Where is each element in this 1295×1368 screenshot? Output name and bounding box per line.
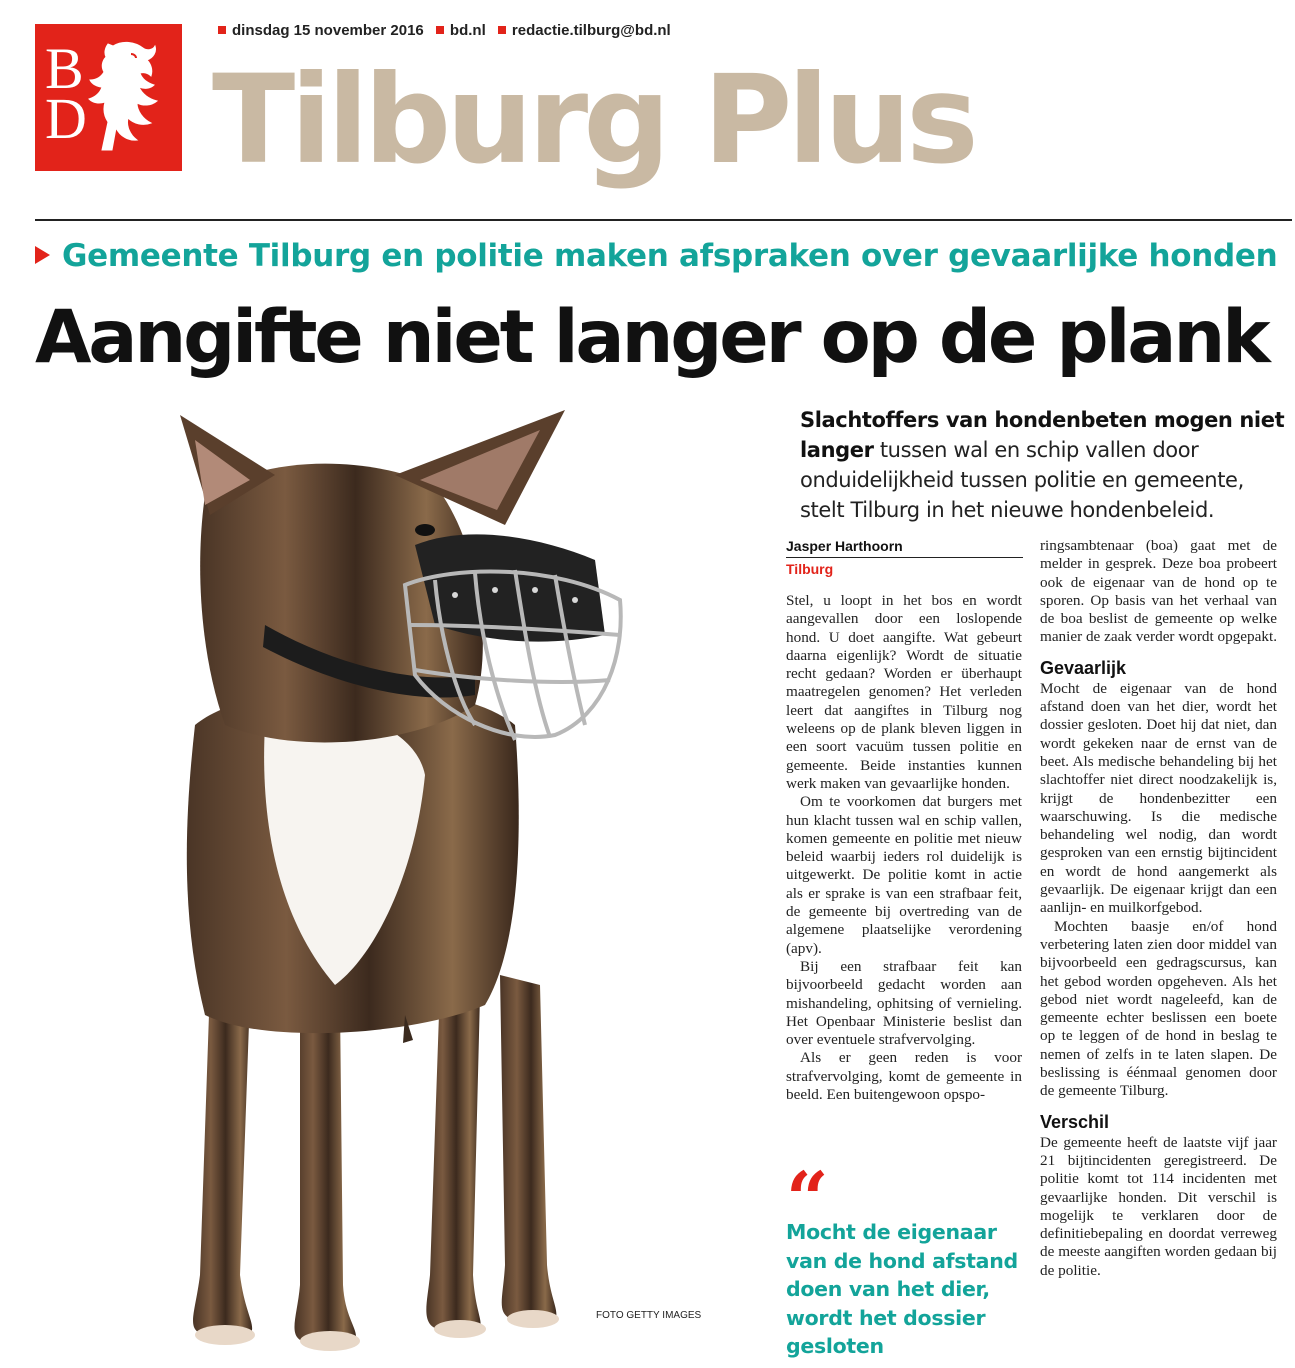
intro-rest: tussen wal en schip vallen door onduidelijkheid tussen politie en gemeente, stelt Tilburg in het nieuwe hondenbeleid.: [800, 438, 1244, 522]
paragraph: Mochten baasje en/of hond verbetering laten zien door middel van bijvoorbeeld een gedragscursus, kan het gebod worden opgeheven. Als het gebod niet wordt nageleefd, kan de gemeente echter beslissen een boete op te leggen of de hond in beslag te nemen of zelfs in te laten slapen. De beslissing is éénmaal genomen door de gemeente Tilburg.: [1040, 917, 1277, 1100]
dateline: [218, 22, 679, 39]
paragraph: Bij een strafbaar feit kan bijvoorbeeld gedacht worden aan mishandeling, ophitsing of vernieling. Het Openbaar Ministerie beslist dan over eventuele strafvervolging.: [786, 957, 1022, 1049]
logo-letter-d: D: [45, 86, 87, 151]
photo-credit: FOTO GETTY IMAGES: [596, 1310, 702, 1321]
byline-divider: [786, 557, 1023, 558]
article-column-1: [786, 592, 1022, 1162]
bullet-square-icon: [218, 26, 226, 34]
logo-letter-b: B: [45, 36, 84, 101]
pull-quote: [786, 1157, 1026, 1361]
subheading-verschil: Verschil: [1040, 1111, 1110, 1132]
kicker-text: Gemeente Tilburg en politie maken afspraken over gevaarlijke honden: [62, 238, 1278, 274]
section-masthead: Tilburg Plus: [212, 49, 974, 191]
bd-logo[interactable]: [35, 24, 182, 171]
muzzled-dog-photo: [35, 395, 740, 1365]
paragraph: ringsambtenaar (boa) gaat met de melder in gesprek. Deze boa probeert ook de eigenaar van de hond op te sporen. Op basis van het verhaal van de boa beslist de gemeente op welke manier de zaak verder wordt opgepakt.: [1040, 537, 1277, 646]
quote-text: Mocht de eigenaar van de hond afstand doen van het dier, wordt het dossier gesloten: [786, 1220, 1018, 1358]
paragraph: De gemeente heeft de laatste vijf jaar 21 bijtincidenten geregistreerd. De politie komt tot 114 incidenten met gevaarlijke honden. Dit verschil is mogelijk te verklaren door de definitiebepaling en doordat verreweg de meeste aangiften worden gedaan bij de politie.: [1040, 1133, 1277, 1279]
paragraph: Mocht de eigenaar van de hond afstand doen van het dier, wordt het dossier gesloten. Doet hij dat niet, dan wordt gekeken naar de ernst van de beet. Als medische behandeling bij het slachtoffer niet direct noodzakelijk is, krijgt de hondenbezitter een waarschuwing. Is die medische behandeling wel nodig, dan wordt gesproken van een ernstig bijtincident en wordt de hond aangemerkt als gevaarlijk. De eigenaar krijgt dan een aanlijn- en muilkorfgebod.: [1040, 679, 1277, 917]
bullet-square-icon: [498, 26, 506, 34]
email-link[interactable]: redactie.tilburg@bd.nl: [511, 22, 671, 39]
intro-bold: Slachtoffers van hondenbeten mogen niet langer: [800, 408, 1285, 462]
site-link[interactable]: bd.nl: [449, 22, 486, 39]
headline: Aangifte niet langer op de plank: [35, 295, 1268, 380]
paragraph: Om te voorkomen dat burgers met hun klacht tussen wal en schip vallen, komen gemeente en politie met nieuw beleid waarbij ieders rol duidelijk is uitgewerkt. De politie komt in actie als er sprake is van een strafbaar feit, de gemeente bij overtreding van de algemene plaatselijke verordening (apv).: [786, 793, 1022, 957]
paragraph: Als er geen reden is voor strafvervolging, komt de gemeente in beeld. Een buitengewoon opspo-: [786, 1049, 1022, 1104]
kicker: [35, 238, 1277, 274]
author-name: Jasper Harthoorn: [786, 538, 903, 554]
article-column-2: [1040, 537, 1277, 1367]
byline: [786, 538, 1023, 577]
divider: [35, 219, 1292, 221]
dateline-place: Tilburg: [786, 561, 834, 577]
paragraph: Stel, u loopt in het bos en wordt aangevallen door een loslopende hond. U doet aangifte. Wat gebeurt daarna eigenlijk? Wordt de situatie recht gedaan? Worden er überhaupt maatregelen genomen? Het verleden leert dat aangiftes in Tilburg nog weleens op de plank bleven liggen in een soort vacuüm tussen politie en gemeente. Beide instanties kunnen werk maken van gevaarlijke honden.: [786, 592, 1022, 792]
arrow-right-icon: [35, 246, 50, 264]
bullet-square-icon: [436, 26, 444, 34]
subheading-gevaarlijk: Gevaarlijk: [1040, 657, 1127, 678]
article-intro: [800, 405, 1287, 525]
date: dinsdag 15 november 2016: [232, 22, 424, 39]
quote-mark-icon: “: [786, 1157, 829, 1243]
